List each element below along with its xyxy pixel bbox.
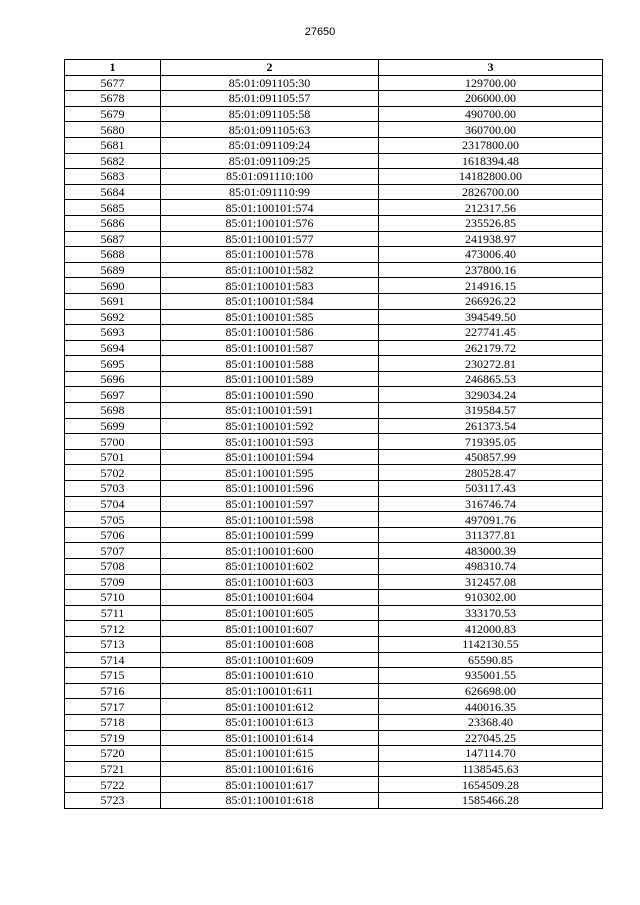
row-number-cell: 5696 <box>65 371 161 387</box>
row-number-cell: 5716 <box>65 683 161 699</box>
value-cell: 227045.25 <box>379 730 603 746</box>
row-number-cell: 5719 <box>65 730 161 746</box>
row-number-cell: 5686 <box>65 215 161 231</box>
value-cell: 412000.83 <box>379 621 603 637</box>
row-number-cell: 5720 <box>65 746 161 762</box>
value-cell: 450857.99 <box>379 449 603 465</box>
row-number-cell: 5712 <box>65 621 161 637</box>
table-row <box>65 496 603 512</box>
row-number-cell: 5691 <box>65 293 161 309</box>
value-cell: 246865.53 <box>379 371 603 387</box>
value-cell: 719395.05 <box>379 434 603 450</box>
cadastral-number-cell: 85:01:100101:611 <box>161 683 379 699</box>
table-row <box>65 387 603 403</box>
value-cell: 440016.35 <box>379 699 603 715</box>
cadastral-number-cell: 85:01:091109:25 <box>161 153 379 169</box>
value-cell: 626698.00 <box>379 683 603 699</box>
table-row <box>65 527 603 543</box>
value-cell: 473006.40 <box>379 247 603 263</box>
value-cell: 214916.15 <box>379 278 603 294</box>
table-row <box>65 215 603 231</box>
value-cell: 910302.00 <box>379 590 603 606</box>
value-cell: 2317800.00 <box>379 137 603 153</box>
value-cell: 2826700.00 <box>379 184 603 200</box>
value-cell: 498310.74 <box>379 559 603 575</box>
value-cell: 329034.24 <box>379 387 603 403</box>
table-row <box>65 418 603 434</box>
value-cell: 319584.57 <box>379 403 603 419</box>
value-cell: 394549.50 <box>379 309 603 325</box>
value-cell: 230272.81 <box>379 356 603 372</box>
cadastral-number-cell: 85:01:100101:608 <box>161 636 379 652</box>
row-number-cell: 5681 <box>65 137 161 153</box>
cadastral-number-cell: 85:01:100101:613 <box>161 714 379 730</box>
column-header-3: 3 <box>379 60 603 76</box>
row-number-cell: 5689 <box>65 262 161 278</box>
value-cell: 65590.85 <box>379 652 603 668</box>
table-row <box>65 153 603 169</box>
table-row <box>65 590 603 606</box>
value-cell: 483000.39 <box>379 543 603 559</box>
cadastral-number-cell: 85:01:091110:100 <box>161 169 379 185</box>
table-row <box>65 340 603 356</box>
cadastral-number-cell: 85:01:091105:63 <box>161 122 379 138</box>
cadastral-number-cell: 85:01:100101:607 <box>161 621 379 637</box>
value-cell: 360700.00 <box>379 122 603 138</box>
cadastral-number-cell: 85:01:100101:596 <box>161 481 379 497</box>
value-cell: 266926.22 <box>379 293 603 309</box>
row-number-cell: 5699 <box>65 418 161 434</box>
table-row <box>65 668 603 684</box>
value-cell: 23368.40 <box>379 714 603 730</box>
table-row <box>65 574 603 590</box>
cadastral-number-cell: 85:01:100101:590 <box>161 387 379 403</box>
table-row <box>65 75 603 91</box>
value-cell: 503117.43 <box>379 481 603 497</box>
value-cell: 490700.00 <box>379 106 603 122</box>
row-number-cell: 5717 <box>65 699 161 715</box>
cadastral-number-cell: 85:01:100101:618 <box>161 792 379 808</box>
table-row <box>65 262 603 278</box>
cadastral-number-cell: 85:01:100101:578 <box>161 247 379 263</box>
table-row <box>65 559 603 575</box>
table-row <box>65 714 603 730</box>
cadastral-number-cell: 85:01:100101:577 <box>161 231 379 247</box>
value-cell: 1142130.55 <box>379 636 603 652</box>
table-row <box>65 761 603 777</box>
row-number-cell: 5723 <box>65 792 161 808</box>
table-row <box>65 371 603 387</box>
table-body <box>65 75 603 808</box>
cadastral-number-cell: 85:01:100101:612 <box>161 699 379 715</box>
table-row <box>65 293 603 309</box>
value-cell: 241938.97 <box>379 231 603 247</box>
table-row <box>65 137 603 153</box>
table-row <box>65 652 603 668</box>
cadastral-number-cell: 85:01:100101:616 <box>161 761 379 777</box>
row-number-cell: 5705 <box>65 512 161 528</box>
row-number-cell: 5688 <box>65 247 161 263</box>
cadastral-number-cell: 85:01:091109:24 <box>161 137 379 153</box>
row-number-cell: 5701 <box>65 449 161 465</box>
row-number-cell: 5713 <box>65 636 161 652</box>
table-row <box>65 106 603 122</box>
value-cell: 311377.81 <box>379 527 603 543</box>
value-cell: 316746.74 <box>379 496 603 512</box>
cadastral-number-cell: 85:01:100101:600 <box>161 543 379 559</box>
table-row <box>65 122 603 138</box>
table-row <box>65 636 603 652</box>
row-number-cell: 5715 <box>65 668 161 684</box>
value-cell: 147114.70 <box>379 746 603 762</box>
cadastral-number-cell: 85:01:100101:576 <box>161 215 379 231</box>
row-number-cell: 5683 <box>65 169 161 185</box>
row-number-cell: 5698 <box>65 403 161 419</box>
cadastral-number-cell: 85:01:100101:595 <box>161 465 379 481</box>
cadastral-number-cell: 85:01:100101:594 <box>161 449 379 465</box>
cadastral-number-cell: 85:01:100101:603 <box>161 574 379 590</box>
table-row <box>65 169 603 185</box>
table-row <box>65 278 603 294</box>
table-row <box>65 231 603 247</box>
row-number-cell: 5692 <box>65 309 161 325</box>
table-row <box>65 777 603 793</box>
value-cell: 1585466.28 <box>379 792 603 808</box>
table-header-row <box>65 60 603 76</box>
row-number-cell: 5702 <box>65 465 161 481</box>
table-row <box>65 325 603 341</box>
column-header-2: 2 <box>161 60 379 76</box>
table-row <box>65 792 603 808</box>
table-row <box>65 309 603 325</box>
table-row <box>65 683 603 699</box>
table-row <box>65 356 603 372</box>
column-header-1: 1 <box>65 60 161 76</box>
row-number-cell: 5704 <box>65 496 161 512</box>
table-row <box>65 200 603 216</box>
row-number-cell: 5679 <box>65 106 161 122</box>
cadastral-number-cell: 85:01:091110:99 <box>161 184 379 200</box>
page-number: 27650 <box>304 26 336 38</box>
table-row <box>65 403 603 419</box>
value-cell: 206000.00 <box>379 91 603 107</box>
cadastral-number-cell: 85:01:100101:587 <box>161 340 379 356</box>
table-row <box>65 247 603 263</box>
cadastral-number-cell: 85:01:100101:610 <box>161 668 379 684</box>
cadastral-number-cell: 85:01:100101:591 <box>161 403 379 419</box>
row-number-cell: 5706 <box>65 527 161 543</box>
row-number-cell: 5682 <box>65 153 161 169</box>
row-number-cell: 5687 <box>65 231 161 247</box>
value-cell: 14182800.00 <box>379 169 603 185</box>
row-number-cell: 5718 <box>65 714 161 730</box>
row-number-cell: 5684 <box>65 184 161 200</box>
value-cell: 1138545.63 <box>379 761 603 777</box>
cadastral-number-cell: 85:01:100101:597 <box>161 496 379 512</box>
table-row <box>65 621 603 637</box>
cadastral-number-cell: 85:01:100101:585 <box>161 309 379 325</box>
row-number-cell: 5694 <box>65 340 161 356</box>
value-cell: 227741.45 <box>379 325 603 341</box>
value-cell: 212317.56 <box>379 200 603 216</box>
value-cell: 1654509.28 <box>379 777 603 793</box>
table-row <box>65 465 603 481</box>
table-row <box>65 699 603 715</box>
cadastral-number-cell: 85:01:100101:592 <box>161 418 379 434</box>
row-number-cell: 5714 <box>65 652 161 668</box>
row-number-cell: 5693 <box>65 325 161 341</box>
row-number-cell: 5722 <box>65 777 161 793</box>
cadastral-value-table <box>64 59 603 809</box>
table-row <box>65 512 603 528</box>
table-row <box>65 746 603 762</box>
cadastral-number-cell: 85:01:100101:588 <box>161 356 379 372</box>
row-number-cell: 5708 <box>65 559 161 575</box>
cadastral-number-cell: 85:01:100101:574 <box>161 200 379 216</box>
row-number-cell: 5710 <box>65 590 161 606</box>
value-cell: 261373.54 <box>379 418 603 434</box>
table-row <box>65 605 603 621</box>
cadastral-number-cell: 85:01:100101:615 <box>161 746 379 762</box>
row-number-cell: 5677 <box>65 75 161 91</box>
table-row <box>65 481 603 497</box>
cadastral-number-cell: 85:01:100101:586 <box>161 325 379 341</box>
value-cell: 333170.53 <box>379 605 603 621</box>
cadastral-number-cell: 85:01:100101:609 <box>161 652 379 668</box>
value-cell: 235526.85 <box>379 215 603 231</box>
cadastral-number-cell: 85:01:100101:605 <box>161 605 379 621</box>
row-number-cell: 5703 <box>65 481 161 497</box>
value-cell: 497091.76 <box>379 512 603 528</box>
table-row <box>65 434 603 450</box>
row-number-cell: 5690 <box>65 278 161 294</box>
row-number-cell: 5685 <box>65 200 161 216</box>
cadastral-number-cell: 85:01:100101:582 <box>161 262 379 278</box>
cadastral-number-cell: 85:01:091105:57 <box>161 91 379 107</box>
value-cell: 935001.55 <box>379 668 603 684</box>
row-number-cell: 5721 <box>65 761 161 777</box>
row-number-cell: 5707 <box>65 543 161 559</box>
table-row <box>65 184 603 200</box>
value-cell: 1618394.48 <box>379 153 603 169</box>
value-cell: 262179.72 <box>379 340 603 356</box>
cadastral-number-cell: 85:01:100101:589 <box>161 371 379 387</box>
row-number-cell: 5678 <box>65 91 161 107</box>
table-row <box>65 543 603 559</box>
row-number-cell: 5695 <box>65 356 161 372</box>
cadastral-number-cell: 85:01:100101:604 <box>161 590 379 606</box>
cadastral-number-cell: 85:01:100101:593 <box>161 434 379 450</box>
cadastral-number-cell: 85:01:100101:614 <box>161 730 379 746</box>
row-number-cell: 5700 <box>65 434 161 450</box>
table-row <box>65 91 603 107</box>
cadastral-number-cell: 85:01:100101:583 <box>161 278 379 294</box>
row-number-cell: 5711 <box>65 605 161 621</box>
cadastral-number-cell: 85:01:100101:617 <box>161 777 379 793</box>
cadastral-number-cell: 85:01:091105:30 <box>161 75 379 91</box>
value-cell: 237800.16 <box>379 262 603 278</box>
cadastral-number-cell: 85:01:100101:602 <box>161 559 379 575</box>
cadastral-number-cell: 85:01:091105:58 <box>161 106 379 122</box>
value-cell: 129700.00 <box>379 75 603 91</box>
cadastral-number-cell: 85:01:100101:598 <box>161 512 379 528</box>
table-row <box>65 730 603 746</box>
row-number-cell: 5680 <box>65 122 161 138</box>
cadastral-number-cell: 85:01:100101:584 <box>161 293 379 309</box>
row-number-cell: 5709 <box>65 574 161 590</box>
value-cell: 280528.47 <box>379 465 603 481</box>
value-cell: 312457.08 <box>379 574 603 590</box>
row-number-cell: 5697 <box>65 387 161 403</box>
table-row <box>65 449 603 465</box>
cadastral-number-cell: 85:01:100101:599 <box>161 527 379 543</box>
